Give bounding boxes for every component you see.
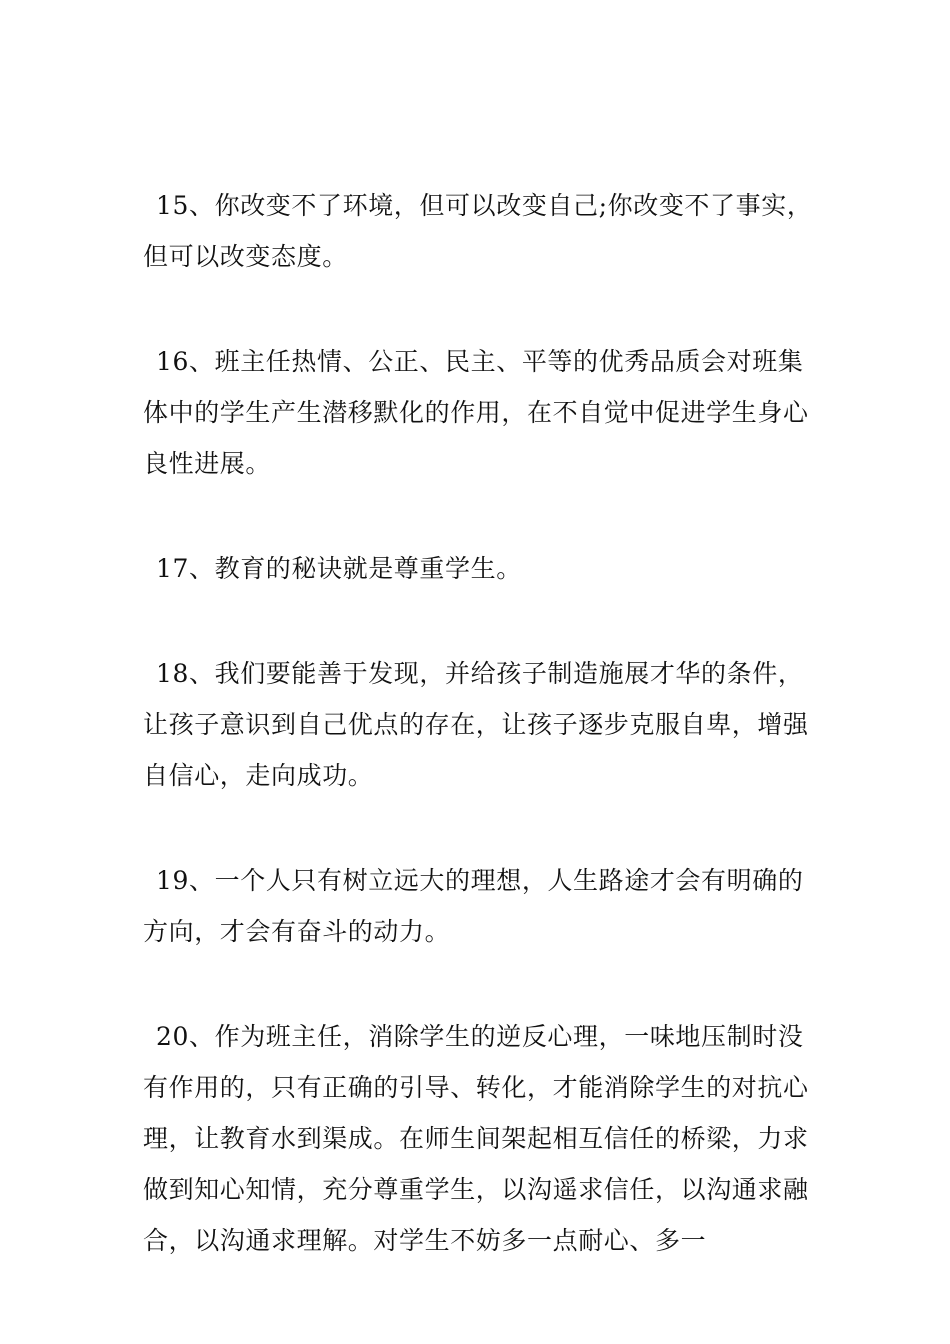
paragraph-20: 20、作为班主任，消除学生的逆反心理，一味地压制时没有作用的，只有正确的引导、转化，才能消除学生的对抗心理，让教育水到渠成。在师生间架起相互信任的桥梁，力求做到知心知情，充分尊重学生，以沟遥求信任，以沟通求融合，以沟通求理解。对学生不妨多一点耐心、多一 — [143, 1022, 809, 1255]
document-body — [143, 180, 813, 1266]
paragraph-18: 18、我们要能善于发现，并给孩子制造施展才华的条件，让孩子意识到自己优点的存在，让孩子逐步克服自卑，增强自信心，走向成功。 — [143, 659, 809, 790]
paragraph-17: 17、教育的秘诀就是尊重学生。 — [156, 554, 522, 583]
paragraph-19: 19、一个人只有树立远大的理想，人生路途才会有明确的方向，才会有奋斗的动力。 — [143, 866, 804, 946]
paragraph-15: 15、你改变不了环境，但可以改变自己;你改变不了事实，但可以改变态度。 — [143, 191, 813, 271]
paragraph-16: 16、班主任热情、公正、民主、平等的优秀品质会对班集体中的学生产生潜移默化的作用，在不自觉中促进学生身心良性进展。 — [143, 347, 809, 478]
